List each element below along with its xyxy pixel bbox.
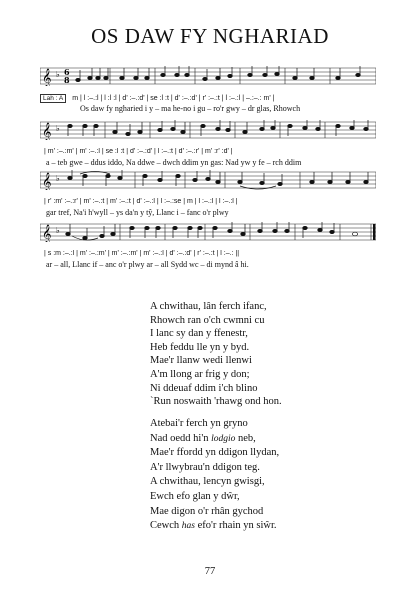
verse-line: `Run noswaith 'rhawg ond hon. — [150, 396, 282, 408]
staff-2 — [40, 120, 376, 140]
lyric-line-2: a – teb gwe – ddus iddo, Na ddwe – dwch ddim yn gas: Nad yw y fe – rch ddim — [46, 158, 302, 167]
staff-4 — [40, 222, 376, 242]
verse-line: Mae'r llanw wedi llenwi — [150, 355, 252, 367]
verse-line: Rhowch ran o'ch cwmni cu — [150, 314, 265, 326]
svg-text:8: 8 — [64, 75, 70, 85]
svg-text:♭: ♭ — [56, 124, 60, 133]
verse-line: I lanc sy dan y ffenestr, — [150, 328, 248, 340]
solfa-line-3: | r' :m' :–.:r' | m' :–.:t | m' :–.:t | d' :–.:l | l :–.:se | m | l :–.:l | l :–.:l | — [44, 198, 238, 205]
verse-line: Mae'r ffordd yn ddigon llydan, — [150, 447, 280, 459]
solfa-line-2: | m' :–.:m' | m' :–.:l | se :l :t | d' :–.:d' | l :–.:t | d' :–.:r' | m' :r' :d' | — [44, 148, 233, 155]
verse-line: A chwithau, lencyn gwisgi, — [150, 476, 265, 488]
verse-line: Ewch efo glan y dŵr, — [150, 490, 240, 502]
svg-text:6: 6 — [64, 67, 70, 77]
svg-text:𝄞: 𝄞 — [42, 172, 52, 190]
verse-1 — [150, 300, 282, 409]
svg-text:𝄞: 𝄞 — [42, 224, 52, 242]
svg-text:♭: ♭ — [56, 226, 60, 235]
solfa-line-1 — [40, 94, 376, 103]
solfa-text-1: m | l :–.:l | l :l :l | d' :–.:d' | se :l :t | d' :–.:d' | r' :–.:t | l :–.:l | –.:–.: m' | — [72, 95, 275, 102]
verse-line: Ni ddeuaf ddim i'ch blino — [150, 382, 258, 394]
verse-line: Heb feddu lle yn y byd. — [150, 341, 250, 353]
lyric-line-3: gar tref, Na'i h'wyll – ys da'n y tŷ, Llanc i – fanc o'r plwy — [46, 208, 229, 217]
verse-line: A'r llwybrau'n ddigon teg. — [150, 461, 260, 473]
page-title: OS DAW FY NGHARIAD — [91, 24, 329, 48]
verse-line: A chwithau, lân ferch ifanc, — [150, 301, 267, 312]
verse-line: Cewch has efo'r rhain yn siŵr. — [150, 520, 277, 532]
svg-text:♭: ♭ — [56, 174, 60, 183]
page-number: 77 — [204, 566, 216, 577]
verse-line: Nad oedd hi'n lodgio neb, — [150, 432, 256, 444]
lyric-line-4: ar – all, Llanc if – anc o'r plwy ar – all Sydd wc – di mynd â hi. — [46, 260, 249, 269]
lyric-line-1: Os daw fy ngharied i y – ma he-no i gu – ro'r gwy – dr glas, Rhowch — [80, 104, 301, 113]
verse-line: Atebai'r ferch yn gryno — [150, 418, 248, 429]
svg-text:♭: ♭ — [56, 70, 60, 79]
svg-text:𝄞: 𝄞 — [42, 68, 52, 86]
key-label: Lah : A — [40, 94, 66, 103]
verse-2 — [150, 417, 279, 534]
solfa-line-4: | s :m :–.:l | m' :–.:m' | m' :–.:m' | m' :–.:l | d' :–.:d' | r' :–.:t | l :–.: || — [44, 250, 240, 257]
verse-line: A'm llong ar frig y don; — [150, 368, 250, 380]
staff-3 — [40, 170, 376, 190]
staff-1 — [40, 66, 376, 86]
svg-text:𝄞: 𝄞 — [42, 122, 52, 140]
verse-line: Mae digon o'r rhân gychod — [150, 505, 264, 517]
